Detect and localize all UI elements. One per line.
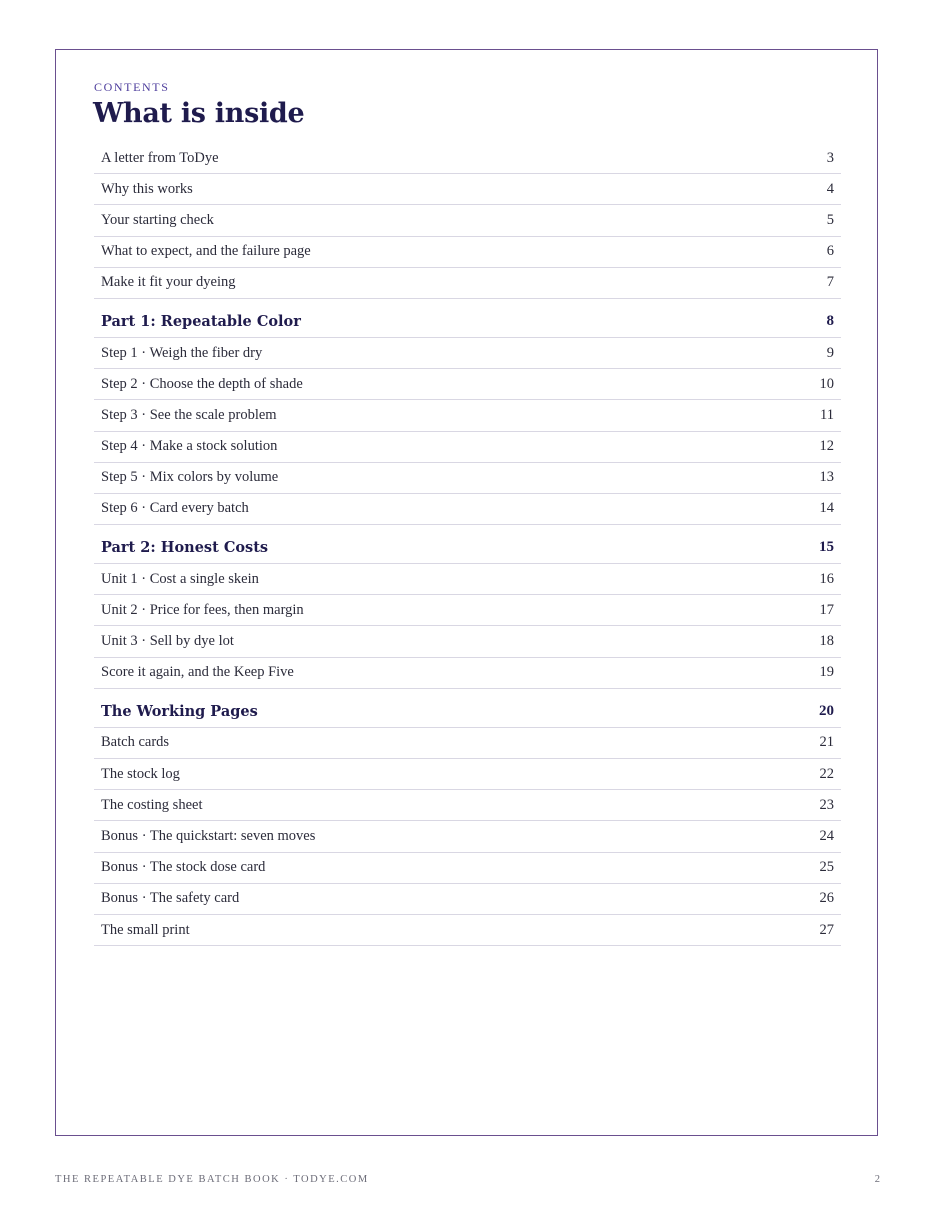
toc-entry[interactable]	[94, 268, 841, 299]
toc-entry-label: Unit 3 · Sell by dye lot	[101, 633, 234, 650]
toc-entry-label: Unit 1 · Cost a single skein	[101, 570, 259, 587]
toc-entry-label: Part 2: Honest Costs	[101, 539, 269, 557]
toc-entry-page-number: 14	[819, 500, 834, 517]
toc-entry-page-number: 19	[819, 664, 834, 681]
toc-entry[interactable]	[94, 728, 841, 759]
toc-entry-page-number: 18	[819, 633, 834, 650]
footer-page-number: 2	[874, 1174, 880, 1185]
toc-entry-label: The Working Pages	[101, 702, 258, 720]
toc-entry-page-number: 8	[826, 312, 834, 329]
toc-entry-label: A letter from ToDye	[101, 149, 219, 166]
toc-entry[interactable]	[94, 790, 841, 821]
toc-entry-page-number: 27	[819, 921, 834, 938]
toc-entry[interactable]	[94, 915, 841, 946]
table-of-contents	[94, 143, 841, 946]
toc-part-heading[interactable]	[94, 525, 841, 564]
toc-entry[interactable]	[94, 174, 841, 205]
toc-entry-page-number: 10	[819, 375, 834, 392]
toc-entry-label: Step 5 · Mix colors by volume	[101, 469, 279, 486]
toc-entry-page-number: 25	[819, 859, 834, 876]
toc-entry-page-number: 5	[826, 211, 834, 228]
page-frame	[55, 49, 878, 1136]
toc-entry-label: Bonus · The stock dose card	[101, 859, 266, 876]
toc-entry[interactable]	[94, 463, 841, 494]
toc-entry[interactable]	[94, 626, 841, 657]
toc-entry[interactable]	[94, 884, 841, 915]
toc-entry-page-number: 23	[819, 796, 834, 813]
toc-entry[interactable]	[94, 237, 841, 268]
toc-entry[interactable]	[94, 658, 841, 689]
toc-entry-page-number: 6	[826, 243, 834, 260]
toc-entry-label: Step 3 · See the scale problem	[101, 406, 277, 423]
toc-entry-page-number: 20	[819, 702, 834, 719]
page-title: What is inside	[93, 98, 305, 129]
contents-kicker: CONTENTS	[94, 80, 170, 94]
toc-entry-page-number: 4	[826, 180, 834, 197]
toc-entry-label: What to expect, and the failure page	[101, 243, 311, 260]
toc-entry[interactable]	[94, 821, 841, 852]
toc-entry-label: The stock log	[101, 765, 180, 782]
toc-entry-label: Step 2 · Choose the depth of shade	[101, 375, 303, 392]
toc-entry[interactable]	[94, 564, 841, 595]
toc-entry-page-number: 24	[819, 827, 834, 844]
toc-entry-label: Unit 2 · Price for fees, then margin	[101, 601, 304, 618]
toc-entry[interactable]	[94, 400, 841, 431]
toc-entry-page-number: 13	[819, 469, 834, 486]
toc-entry[interactable]	[94, 595, 841, 626]
toc-part-heading[interactable]	[94, 689, 841, 728]
toc-entry-label: Step 6 · Card every batch	[101, 500, 249, 517]
toc-entry-label: Bonus · The quickstart: seven moves	[101, 827, 316, 844]
toc-entry-page-number: 11	[820, 406, 834, 423]
toc-entry[interactable]	[94, 494, 841, 525]
toc-entry[interactable]	[94, 853, 841, 884]
toc-entry-page-number: 26	[819, 890, 834, 907]
toc-entry-page-number: 3	[826, 149, 834, 166]
toc-entry-page-number: 15	[819, 539, 834, 556]
toc-entry-page-number: 22	[819, 765, 834, 782]
toc-entry-label: Batch cards	[101, 734, 170, 751]
toc-entry-label: Score it again, and the Keep Five	[101, 664, 294, 681]
toc-entry-page-number: 16	[819, 570, 834, 587]
toc-entry-page-number: 7	[826, 274, 834, 291]
toc-entry[interactable]	[94, 205, 841, 236]
toc-part-heading[interactable]	[94, 299, 841, 338]
toc-entry-label: Part 1: Repeatable Color	[101, 312, 301, 330]
toc-entry-label: Why this works	[101, 180, 193, 197]
toc-entry-label: Step 4 · Make a stock solution	[101, 438, 278, 455]
toc-entry[interactable]	[94, 369, 841, 400]
toc-entry[interactable]	[94, 432, 841, 463]
toc-entry-label: Step 1 · Weigh the fiber dry	[101, 344, 263, 361]
toc-entry[interactable]	[94, 759, 841, 790]
toc-entry-label: Make it fit your dyeing	[101, 274, 236, 291]
toc-entry[interactable]	[94, 143, 841, 174]
toc-entry-page-number: 21	[819, 734, 834, 751]
toc-entry-page-number: 12	[819, 438, 834, 455]
footer-book-title: THE REPEATABLE DYE BATCH BOOK · TODYE.COM	[55, 1174, 369, 1185]
toc-entry-page-number: 17	[819, 601, 834, 618]
toc-entry-label: The costing sheet	[101, 796, 203, 813]
toc-entry-label: Bonus · The safety card	[101, 890, 240, 907]
toc-entry-label: The small print	[101, 921, 190, 938]
toc-entry[interactable]	[94, 338, 841, 369]
toc-entry-label: Your starting check	[101, 211, 214, 228]
toc-entry-page-number: 9	[826, 344, 834, 361]
